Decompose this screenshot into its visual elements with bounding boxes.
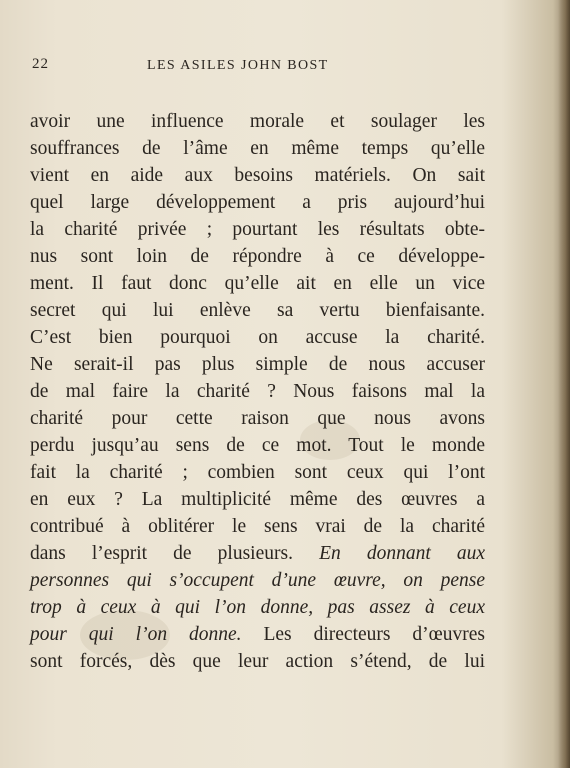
text-line (30, 378, 485, 405)
text-segment: ment. Il faut donc qu’elle ait en elle un vice (30, 273, 485, 294)
text-line (30, 351, 485, 378)
text-line (30, 567, 485, 594)
text-line (30, 513, 485, 540)
text-line (30, 324, 485, 351)
text-segment: sont forcés, dès que leur action s’étend, de lui (30, 651, 485, 672)
text-segment: quel large développement a pris aujourd’hui (30, 192, 485, 213)
italic-text: En donnant aux (319, 543, 486, 564)
text-line (30, 216, 485, 243)
text-segment: dans l’esprit de plusieurs. (30, 543, 320, 564)
text-segment: contribué à oblitérer le sens vrai de la charité (30, 516, 485, 537)
text-segment: secret qui lui enlève sa vertu bienfaisante. (30, 300, 485, 321)
text-segment: perdu jusqu’au sens de ce mot. Tout le monde (30, 435, 485, 456)
text-line (30, 297, 485, 324)
text-segment: avoir une influence morale et soulager les (30, 111, 485, 132)
text-segment: en eux ? La multiplicité même des œuvres a (30, 489, 485, 510)
text-line (30, 162, 485, 189)
text-line (30, 486, 485, 513)
page-number: 22 (32, 56, 49, 72)
text-segment: C’est bien pourquoi on accuse la charité. (30, 327, 485, 348)
italic-text: pour qui l’on donne. (30, 624, 242, 645)
text-line (30, 621, 485, 648)
body-text (30, 108, 485, 675)
text-line (30, 459, 485, 486)
text-segment: Les directeurs d’œuvres (241, 624, 485, 645)
text-segment: nus sont loin de répondre à ce développe- (30, 246, 485, 267)
text-segment: Ne serait-il pas plus simple de nous accuser (30, 354, 485, 375)
italic-text: trop à ceux à qui l’on donne, pas assez à ceux (30, 597, 485, 618)
running-head (32, 56, 492, 80)
text-line (30, 594, 485, 621)
text-line (30, 243, 485, 270)
text-segment: vient en aide aux besoins matériels. On sait (30, 165, 485, 186)
running-title: LES ASILES JOHN BOST (147, 58, 329, 73)
text-segment: la charité privée ; pourtant les résultats obte- (30, 219, 485, 240)
text-line (30, 405, 485, 432)
text-line (30, 648, 485, 675)
italic-text: personnes qui s’occupent d’une œuvre, on pense (30, 570, 485, 591)
text-segment: fait la charité ; combien sont ceux qui l’ont (30, 462, 485, 483)
text-segment: de mal faire la charité ? Nous faisons mal la (30, 381, 485, 402)
text-line (30, 540, 485, 567)
page-edge-shadow (558, 0, 570, 768)
text-segment: souffrances de l’âme en même temps qu’elle (30, 138, 485, 159)
text-line (30, 189, 485, 216)
text-line (30, 270, 485, 297)
text-line (30, 432, 485, 459)
text-line (30, 135, 485, 162)
text-line (30, 108, 485, 135)
text-segment: charité pour cette raison que nous avons (30, 408, 485, 429)
